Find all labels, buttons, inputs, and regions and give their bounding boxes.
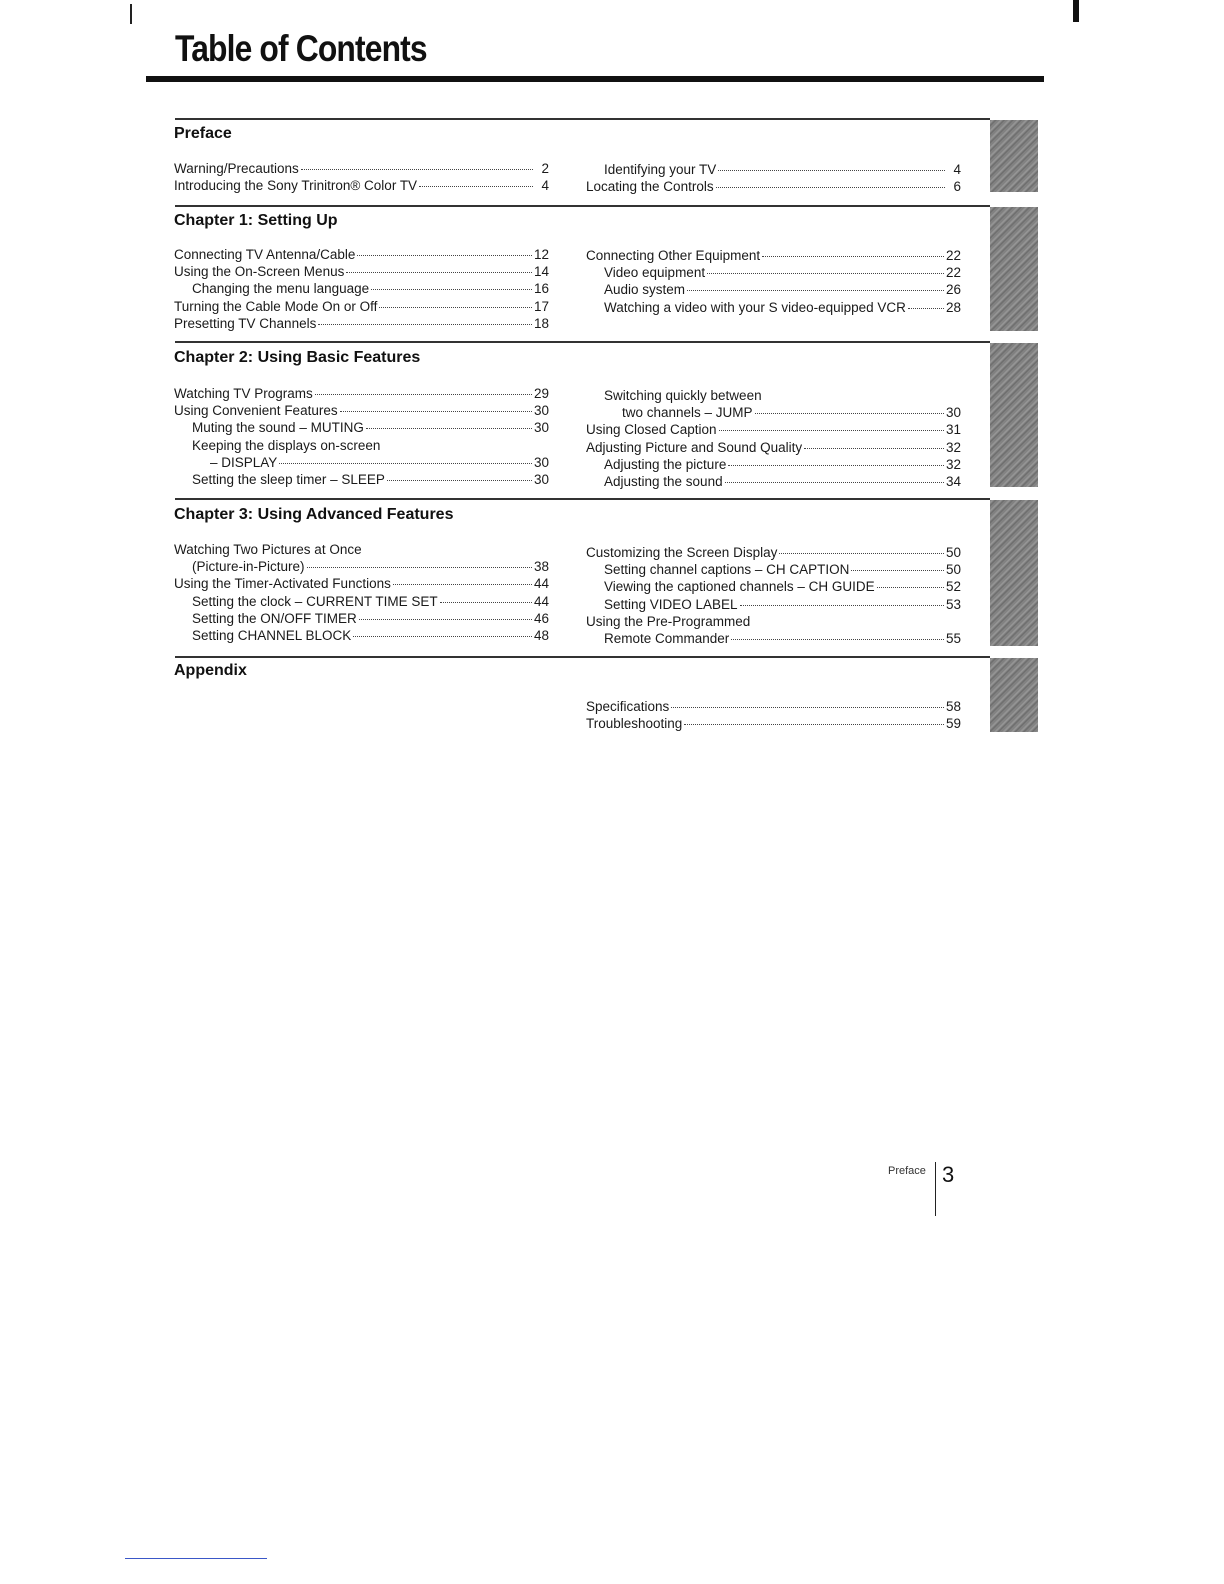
entry-page: 14 (533, 264, 549, 280)
entry-page: 30 (533, 472, 549, 488)
entry-label: Changing the menu language (192, 281, 370, 297)
dot-leader (716, 187, 945, 188)
toc-entry[interactable] (174, 160, 549, 177)
dot-leader (762, 256, 944, 257)
toc-entry[interactable] (586, 473, 961, 490)
toc-entry[interactable] (174, 419, 549, 436)
dot-leader (687, 290, 944, 291)
entry-page: 18 (533, 315, 549, 331)
right-column (586, 161, 961, 195)
folio-divider (935, 1162, 936, 1216)
entry-label: Using Convenient Features (174, 403, 338, 419)
entry-page: 53 (945, 596, 961, 612)
toc-entry[interactable] (174, 454, 549, 471)
chapter-tab-marker (990, 500, 1038, 646)
entry-page: 50 (945, 545, 961, 560)
entry-page: 46 (533, 610, 549, 626)
toc-entry[interactable] (586, 698, 961, 715)
entry-page: 48 (533, 628, 549, 644)
crop-mark-left (130, 4, 132, 24)
toc-entry[interactable] (586, 264, 961, 281)
section-heading: Chapter 1: Setting Up (174, 212, 338, 229)
toc-entry[interactable] (174, 575, 549, 592)
toc-entry[interactable] (174, 315, 549, 332)
dot-leader (707, 273, 944, 274)
folio-label: Preface (888, 1165, 926, 1177)
entry-page: 52 (945, 579, 961, 595)
dot-leader (755, 413, 944, 414)
entry-label: Setting the ON/OFF TIMER (192, 610, 357, 626)
entry-label: Using the On-Screen Menus (174, 264, 345, 280)
dot-leader (371, 289, 532, 290)
toc-entry[interactable] (586, 630, 961, 647)
entry-page: 28 (945, 299, 961, 315)
toc-entry-line[interactable]: Watching Two Pictures at Once (174, 542, 362, 557)
entry-label: Turning the Cable Mode On or Off (174, 298, 378, 314)
entry-label: Watching TV Programs (174, 386, 313, 401)
right-column (586, 387, 961, 490)
entry-label: Using the Timer-Activated Functions (174, 576, 391, 592)
toc-entry[interactable] (586, 715, 961, 732)
entry-page: 22 (945, 248, 961, 263)
dot-leader (719, 430, 944, 431)
entry-label: Watching a video with your S video-equipped VCR (604, 299, 906, 315)
entry-label: Specifications (586, 699, 670, 714)
entry-label: Warning/Precautions (174, 161, 299, 176)
entry-label: Customizing the Screen Display (586, 545, 778, 560)
entry-label: Audio system (604, 282, 686, 298)
toc-entry[interactable] (174, 246, 549, 263)
dot-leader (301, 169, 533, 170)
entry-label: Using Closed Caption (586, 422, 717, 438)
entry-label: Remote Commander (604, 631, 730, 647)
entry-page: 29 (533, 386, 549, 401)
dot-leader (877, 587, 944, 588)
entry-label: Adjusting Picture and Sound Quality (586, 439, 803, 455)
entry-label: Troubleshooting (586, 716, 683, 732)
dot-leader (279, 463, 532, 464)
title-rule (146, 76, 1044, 82)
entry-page: 55 (945, 631, 961, 647)
section-rule (175, 341, 990, 343)
entry-page: 26 (945, 282, 961, 298)
toc-entry[interactable] (586, 456, 961, 473)
entry-page: 30 (533, 403, 549, 419)
dot-leader (318, 324, 532, 325)
entry-page: 4 (541, 178, 549, 194)
toc-entry[interactable] (586, 561, 961, 578)
section-chapter-1 (170, 205, 1040, 335)
section-chapter-2 (170, 341, 1040, 491)
entry-label: Video equipment (604, 265, 706, 281)
toc-entry[interactable] (174, 627, 549, 644)
toc-entry[interactable] (174, 280, 549, 297)
dot-leader (728, 465, 944, 466)
dot-leader (718, 170, 945, 171)
dot-leader (393, 584, 532, 585)
right-column (586, 544, 961, 647)
chapter-tab-marker (990, 658, 1038, 732)
toc-entry[interactable] (586, 596, 961, 613)
entry-label: Connecting Other Equipment (586, 248, 761, 263)
left-column (174, 541, 549, 644)
dot-leader (359, 619, 532, 620)
toc-entry[interactable] (586, 544, 961, 561)
section-rule (175, 118, 990, 120)
entry-page: 17 (533, 298, 549, 314)
section-rule (175, 205, 990, 207)
toc-entry[interactable] (174, 610, 549, 627)
dot-leader (340, 411, 532, 412)
chapter-tab-marker (990, 343, 1038, 487)
entry-page: 38 (533, 559, 549, 575)
entry-page: 50 (945, 562, 961, 578)
dot-leader (908, 308, 944, 309)
entry-label: Setting the clock – CURRENT TIME SET (192, 593, 438, 609)
entry-page: 59 (945, 716, 961, 732)
dot-leader (357, 255, 532, 256)
toc-entry-line[interactable]: Keeping the displays on-screen (192, 437, 381, 453)
entry-label: (Picture-in-Picture) (192, 559, 305, 575)
toc-entry[interactable] (586, 178, 961, 195)
toc-entry[interactable] (174, 593, 549, 610)
scan-artifact-line (125, 1558, 267, 1559)
entry-label: Viewing the captioned channels – CH GUIDE (604, 579, 875, 595)
entry-label: – DISPLAY (210, 454, 278, 470)
entry-page: 58 (945, 699, 961, 714)
entry-page: 30 (533, 454, 549, 470)
toc-entry[interactable] (586, 404, 961, 421)
entry-page: 12 (533, 247, 549, 262)
dot-leader (731, 639, 944, 640)
entry-label: Muting the sound – MUTING (192, 420, 364, 436)
toc-entry[interactable] (174, 558, 549, 575)
page-title: Table of Contents (175, 28, 427, 69)
toc-entry[interactable] (174, 471, 549, 488)
dot-leader (366, 428, 532, 429)
entry-label: Identifying your TV (604, 162, 717, 177)
section-chapter-3 (170, 498, 1040, 650)
toc-entry[interactable] (586, 299, 961, 316)
toc-entry[interactable] (586, 421, 961, 438)
section-preface (170, 118, 1040, 204)
entry-label: Adjusting the sound (604, 474, 723, 490)
entry-page: 4 (953, 162, 961, 177)
dot-leader (387, 480, 532, 481)
dot-leader (779, 553, 944, 554)
entry-label: two channels – JUMP (622, 405, 753, 421)
entry-page: 32 (945, 439, 961, 455)
right-column (586, 698, 961, 732)
section-heading: Appendix (174, 662, 247, 679)
chapter-tab-marker (990, 207, 1038, 331)
dot-leader (307, 567, 532, 568)
entry-label: Adjusting the picture (604, 456, 727, 472)
toc-entry[interactable] (586, 578, 961, 595)
dot-leader (315, 394, 532, 395)
dot-leader (684, 724, 944, 725)
section-heading: Preface (174, 125, 232, 142)
dot-leader (725, 482, 944, 483)
entry-label: Presetting TV Channels (174, 315, 317, 331)
toc-entry[interactable] (174, 298, 549, 315)
dot-leader (419, 186, 533, 187)
entry-page: 32 (945, 456, 961, 472)
entry-label: Introducing the Sony Trinitron® Color TV (174, 178, 418, 194)
toc-entry[interactable] (174, 402, 549, 419)
entry-label: Setting CHANNEL BLOCK (192, 628, 352, 644)
toc-entry[interactable] (174, 385, 549, 402)
section-heading: Chapter 2: Using Basic Features (174, 349, 421, 366)
crop-mark-right (1073, 0, 1079, 22)
toc-entry[interactable] (586, 281, 961, 298)
entry-page: 30 (533, 420, 549, 436)
dot-leader (353, 636, 532, 637)
section-rule (175, 656, 990, 658)
entry-page: 22 (945, 265, 961, 281)
dot-leader (804, 448, 944, 449)
section-appendix (170, 656, 1040, 736)
dot-leader (379, 307, 532, 308)
entry-page: 31 (945, 422, 961, 438)
left-column (174, 385, 549, 488)
dot-leader (346, 272, 532, 273)
entry-page: 34 (945, 474, 961, 490)
section-rule (175, 498, 990, 500)
toc-entry[interactable] (586, 247, 961, 264)
entry-page: 2 (541, 161, 549, 176)
toc-entry[interactable] (174, 263, 549, 280)
entry-page: 6 (953, 179, 961, 195)
toc-entry[interactable] (586, 439, 961, 456)
toc-entry[interactable] (586, 161, 961, 178)
toc-entry-line[interactable]: Switching quickly between (604, 388, 762, 403)
right-column (586, 247, 961, 316)
left-column (174, 246, 549, 332)
page-number: 3 (942, 1162, 955, 1187)
entry-page: 30 (945, 405, 961, 421)
dot-leader (740, 605, 944, 606)
left-column (174, 160, 549, 194)
entry-label: Connecting TV Antenna/Cable (174, 247, 356, 262)
dot-leader (851, 570, 944, 571)
chapter-tab-marker (990, 120, 1038, 192)
entry-page: 16 (533, 281, 549, 297)
entry-page: 44 (533, 593, 549, 609)
section-heading: Chapter 3: Using Advanced Features (174, 506, 454, 523)
entry-label: Locating the Controls (586, 179, 714, 195)
entry-label: Setting channel captions – CH CAPTION (604, 562, 850, 578)
entry-page: 44 (533, 576, 549, 592)
toc-entry[interactable] (174, 177, 549, 194)
dot-leader (671, 707, 944, 708)
toc-entry-line[interactable]: Using the Pre-Programmed (586, 613, 751, 629)
entry-label: Setting VIDEO LABEL (604, 596, 738, 612)
entry-label: Setting the sleep timer – SLEEP (192, 472, 385, 488)
dot-leader (440, 602, 532, 603)
